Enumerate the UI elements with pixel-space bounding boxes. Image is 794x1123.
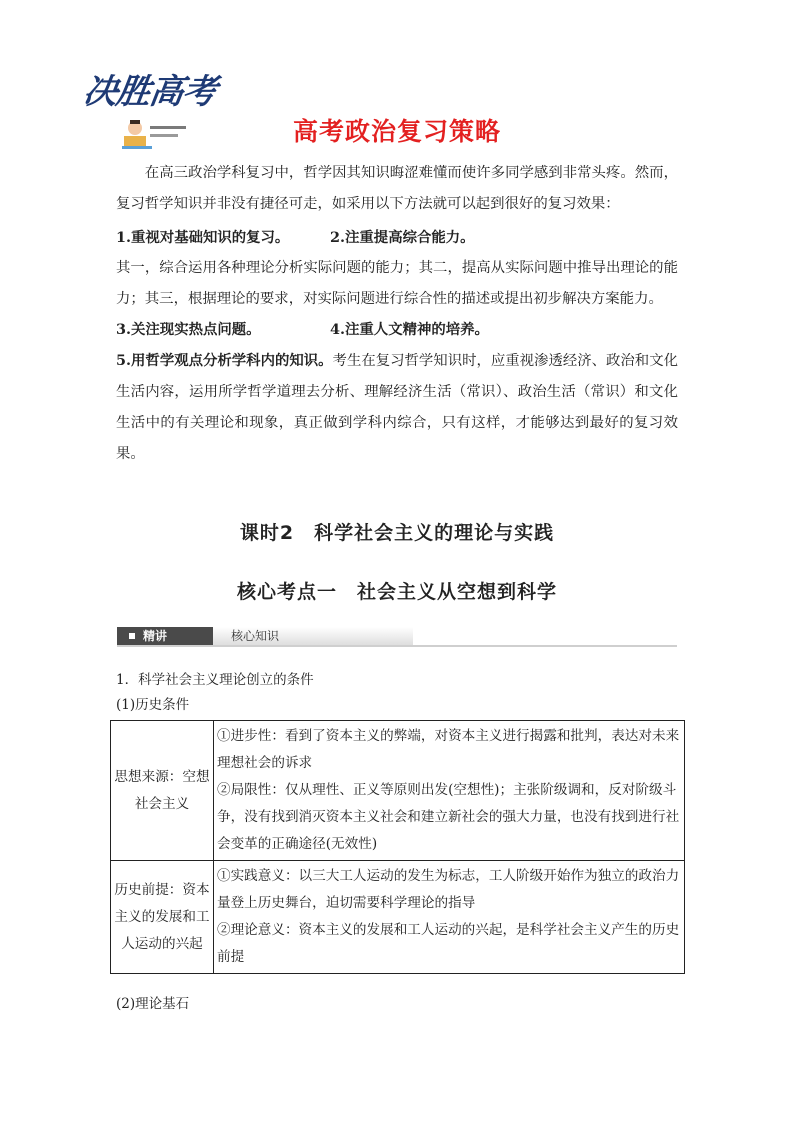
sub-heading-theory: (2)理论基石 (116, 996, 190, 1012)
tip-3: 3.关注现实热点问题。 (116, 321, 261, 338)
tip-2-detail: 其一，综合运用各种理论分析实际问题的能力；其二，提高从实际问题中推导出理论的能力；其三，根据理论的要求，对实际问题进行综合性的描述或提出初步解决方案能力。 (116, 260, 678, 307)
square-icon (129, 633, 135, 639)
row-label: 历史前提：资本主义的发展和工人运动的兴起 (111, 861, 214, 974)
row-content (214, 861, 685, 974)
section-1-heading: 1．科学社会主义理论创立的条件 (116, 672, 314, 688)
page-title: 高考政治复习策略 (292, 117, 501, 146)
tip-5-text: 考生在复习哲学知识时，应重视渗透经济、政治和文化生活内容，运用所学哲学道理去分析、理解经济生活（常识）、政治生活（常识）和文化生活中的有关理论和现象，真正做到学科内综合，只有这样，才能够达到最好的复习效果。 (116, 353, 678, 462)
tag-jingjiang-label: 精讲 (143, 629, 168, 643)
section-bar (117, 627, 677, 647)
tag-jingjiang (117, 627, 213, 645)
point-title: 核心考点一 社会主义从空想到科学 (236, 581, 557, 603)
table-row (111, 861, 685, 974)
tip-4: 4.注重人文精神的培养。 (330, 321, 489, 338)
lesson-title: 课时2 科学社会主义的理论与实践 (239, 522, 555, 544)
tip-5 (116, 345, 678, 470)
row-line: ①实践意义：以三大工人运动的发生为标志，工人阶级开始作为独立的政治力量登上历史舞台，迫切需要科学理论的指导 (217, 868, 680, 911)
sub-heading-history: (1)历史条件 (116, 697, 190, 713)
tag-core-knowledge-label: 核心知识 (231, 629, 280, 643)
tip-1: 1.重视对基础知识的复习。 (116, 229, 290, 246)
row-label: 思想来源：空想社会主义 (111, 721, 214, 861)
conditions-table (110, 720, 685, 974)
row-line: ①进步性：看到了资本主义的弊端，对资本主义进行揭露和批判，表达对未来理想社会的诉求 (217, 728, 680, 771)
tip-2: 2.注重提高综合能力。 (330, 229, 475, 246)
table-row (111, 721, 685, 861)
bar-underline (117, 645, 677, 647)
logo-text: 决胜高考 (80, 72, 219, 112)
tag-core-knowledge (213, 627, 413, 645)
row-content (214, 721, 685, 861)
row-line: ②理论意义：资本主义的发展和工人运动的兴起，是科学社会主义产生的历史前提 (217, 922, 680, 965)
row-line: ②局限性：仅从理性、正义等原则出发(空想性)；主张阶级调和，反对阶级斗争，没有找到消灭资本主义社会和建立新社会的强大力量，也没有找到进行社会变革的正确途径(无效性) (217, 782, 680, 852)
tip-5-heading: 5.用哲学观点分析学科内的知识。 (116, 352, 333, 369)
intro-paragraph: 在高三政治学科复习中，哲学因其知识晦涩难懂而使许多同学感到非常头疼。然而，复习哲学知识并非没有捷径可走，如采用以下方法就可以起到很好的复习效果： (116, 165, 678, 212)
